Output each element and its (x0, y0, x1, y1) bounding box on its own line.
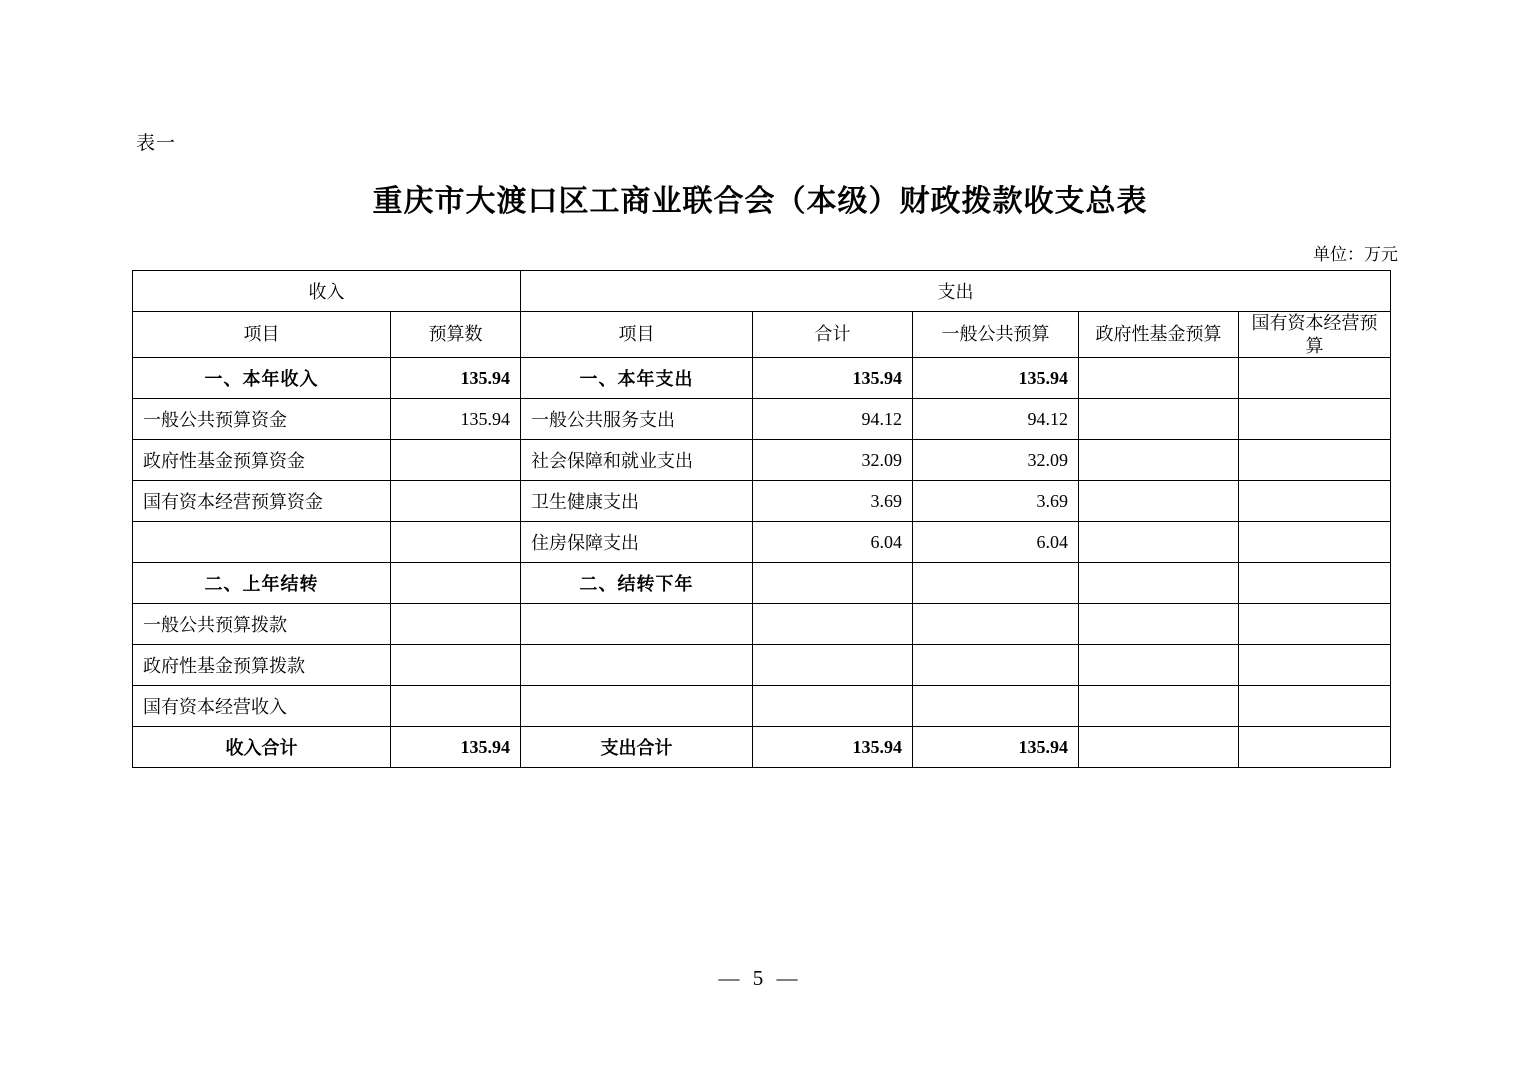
cell-income-item: 国有资本经营收入 (133, 686, 391, 727)
cell-state-capital-budget (1239, 604, 1391, 645)
cell-government-fund-budget (1079, 522, 1239, 563)
column-header-general-public-budget: 一般公共预算 (913, 312, 1079, 358)
cell-general-public-budget (913, 604, 1079, 645)
cell-income-total-label: 收入合计 (133, 727, 391, 768)
cell-expense-item: 二、结转下年 (521, 563, 753, 604)
cell-expense-item: 一、本年支出 (521, 358, 753, 399)
cell-state-capital-budget (1239, 399, 1391, 440)
cell-state-capital-budget (1239, 358, 1391, 399)
cell-state-capital-budget (1239, 645, 1391, 686)
cell-income-item: 一般公共预算拨款 (133, 604, 391, 645)
cell-total: 32.09 (753, 440, 913, 481)
cell-state-capital-budget (1239, 481, 1391, 522)
cell-state-capital-budget (1239, 563, 1391, 604)
table-row (133, 563, 1391, 604)
unit-note: 单位：万元 (1313, 245, 1398, 264)
cell-total: 94.12 (753, 399, 913, 440)
cell-income-budget (391, 604, 521, 645)
page-title: 重庆市大渡口区工商业联合会（本级）财政拨款收支总表 (372, 185, 1148, 218)
cell-general-public-budget (913, 645, 1079, 686)
cell-total: 3.69 (753, 481, 913, 522)
column-header-income-budget: 预算数 (391, 312, 521, 358)
cell-income-budget (391, 645, 521, 686)
cell-government-fund-budget (1079, 358, 1239, 399)
cell-total (753, 563, 913, 604)
cell-general-public-budget (913, 563, 1079, 604)
cell-total (753, 604, 913, 645)
group-header-income: 收入 (133, 271, 521, 312)
cell-general-public-budget: 135.94 (913, 358, 1079, 399)
cell-income-budget (391, 686, 521, 727)
column-header-government-fund-budget: 政府性基金预算 (1079, 312, 1239, 358)
cell-expense-total-value: 135.94 (753, 727, 913, 768)
table-row (133, 399, 1391, 440)
table-row (133, 686, 1391, 727)
table-row (133, 645, 1391, 686)
cell-general-public-budget: 94.12 (913, 399, 1079, 440)
cell-government-fund-budget (1079, 686, 1239, 727)
cell-total: 135.94 (753, 358, 913, 399)
cell-income-item (133, 522, 391, 563)
group-header-expenditure: 支出 (521, 271, 1391, 312)
column-header-state-capital-budget: 国有资本经营预算 (1239, 312, 1391, 358)
cell-general-public-budget: 6.04 (913, 522, 1079, 563)
cell-income-item: 政府性基金预算资金 (133, 440, 391, 481)
cell-general-public-budget: 3.69 (913, 481, 1079, 522)
column-header-expense-item: 项目 (521, 312, 753, 358)
cell-government-fund-budget (1079, 604, 1239, 645)
cell-income-total-value: 135.94 (391, 727, 521, 768)
table-row (133, 358, 1391, 399)
cell-state-capital-budget (1239, 522, 1391, 563)
column-header-income-item: 项目 (133, 312, 391, 358)
cell-income-budget (391, 481, 521, 522)
cell-income-item: 一般公共预算资金 (133, 399, 391, 440)
cell-government-fund-budget (1079, 645, 1239, 686)
cell-expense-item (521, 686, 753, 727)
table-row (133, 440, 1391, 481)
cell-income-item: 一、本年收入 (133, 358, 391, 399)
cell-expense-item: 住房保障支出 (521, 522, 753, 563)
cell-general-public-budget: 32.09 (913, 440, 1079, 481)
table-group-header-row (133, 271, 1391, 312)
cell-total: 6.04 (753, 522, 913, 563)
cell-state-capital-budget (1239, 440, 1391, 481)
cell-government-fund-budget (1079, 399, 1239, 440)
cell-expense-item: 卫生健康支出 (521, 481, 753, 522)
cell-income-item: 国有资本经营预算资金 (133, 481, 391, 522)
cell-income-budget (391, 522, 521, 563)
cell-government-fund-budget (1079, 563, 1239, 604)
table-row (133, 481, 1391, 522)
cell-general-public-budget (913, 686, 1079, 727)
cell-state-capital-budget-total (1239, 727, 1391, 768)
cell-income-budget: 135.94 (391, 358, 521, 399)
cell-government-fund-budget-total (1079, 727, 1239, 768)
page-number: — 5 — (718, 966, 802, 990)
cell-total (753, 645, 913, 686)
column-header-total: 合计 (753, 312, 913, 358)
cell-expense-item: 社会保障和就业支出 (521, 440, 753, 481)
table-row (133, 522, 1391, 563)
cell-government-fund-budget (1079, 481, 1239, 522)
cell-government-fund-budget (1079, 440, 1239, 481)
cell-expense-item (521, 604, 753, 645)
cell-general-public-budget-total: 135.94 (913, 727, 1079, 768)
cell-state-capital-budget (1239, 686, 1391, 727)
cell-income-budget: 135.94 (391, 399, 521, 440)
table-row (133, 604, 1391, 645)
cell-expense-item: 一般公共服务支出 (521, 399, 753, 440)
table-column-header-row (133, 312, 1391, 358)
cell-expense-total-label: 支出合计 (521, 727, 753, 768)
cell-income-item: 二、上年结转 (133, 563, 391, 604)
budget-table (132, 270, 1391, 768)
cell-income-budget (391, 440, 521, 481)
cell-total (753, 686, 913, 727)
cell-income-item: 政府性基金预算拨款 (133, 645, 391, 686)
table-total-row (133, 727, 1391, 768)
cell-income-budget (391, 563, 521, 604)
table-label: 表一 (136, 133, 177, 154)
cell-expense-item (521, 645, 753, 686)
